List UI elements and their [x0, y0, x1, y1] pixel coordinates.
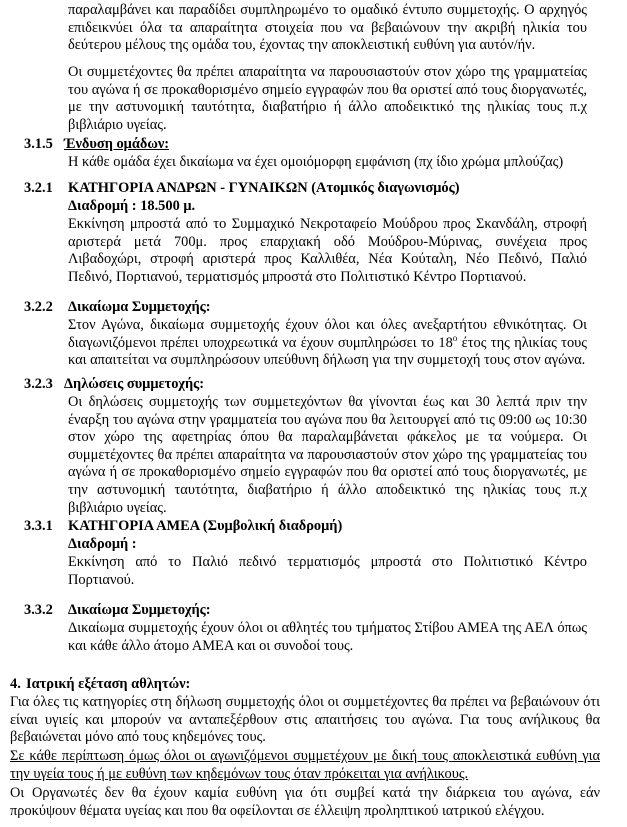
section-number: 3.1.5 — [24, 136, 53, 152]
section-3-3-1-text: Εκκίνηση από το Παλιό πεδινό τερματισμός μπροστά στο Πολιτιστικό Κέντρο Πορτιανού. — [68, 554, 587, 588]
section-number: 3.2.3 — [24, 376, 53, 392]
section-3-1-5-text: Η κάθε ομάδα έχει δικαίωμα να έχει ομοιόμορφη εμφάνιση (πχ ίδιο χρώμα μπλούζας) — [68, 154, 564, 170]
section-title: Δικαίωμα Συμμετοχής: — [68, 602, 211, 618]
section-3-1-5-heading — [24, 136, 591, 154]
intro-paragraph-2: Οι συμμετέχοντες θα πρέπει απαραίτητα να παρουσιαστούν στον χώρο της γραμματείας του αγώνα ή σε προκαθορισμένο σημείο εγγραφών που θα οριστεί από τους διοργανωτές, με την αστυνομική ταυτότητα, διαβατήριο ή άλλο αποδεικτικό της ηλικίας τους π.χ βιβλιάριο υγείας. — [68, 64, 587, 133]
section-3-2-2-text — [68, 317, 587, 370]
section-4-paragraph-3: Οι Οργανωτές δεν θα έχουν καμία ευθύνη για ότι συμβεί κατά την διάρκεια του αγώνα, εάν προκύψουν θέματα υγείας και που θα οφείλονται σε έλλειψη προληπτικού ιατρικού ελέγχου. — [10, 785, 600, 819]
section-3-3-2-heading — [24, 602, 591, 620]
section-3-2-1-text: Εκκίνηση μπροστά από το Συμμαχικό Νεκροταφείο Μούδρου προς Σκανδάλη, στροφή αριστερά μετά 700μ. προς επαρχιακή οδό Μούδρου-Μύρινας, συνέχεια προς Λιβαδοχώρι, στροφή αριστερά προς Καλλιθέα, Νέα Κούταλη, Νέο Πεδινό, Παλιό Πεδινό, Πορτιανού, τερματισμός μπροστά στο Πολιτιστικό Κέντρο Πορτιανού. — [68, 216, 587, 285]
section-number: 3.3.2 — [24, 602, 53, 618]
section-4-paragraph-1: Για όλες τις κατηγορίες στη δήλωση συμμετοχής όλοι οι συμμετέχοντες θα πρέπει να βεβαιώνουν ότι είναι υγιείς και μπορούν να ανταπεξέρθουν στις απαιτήσεις του αγώνα. Για τους ανήλικους θα βεβαιώνεται μόνο από τους κηδεμόνες τους. — [10, 694, 600, 746]
intro-paragraph-1: παραλαμβάνει και παραδίδει συμπληρωμένο το ομαδικό έντυπο συμμετοχής. Ο αρχηγός επιδεικνύει όλα τα απαραίτητα στοιχεία που να βεβαιώνουν την ακριβή ηλικία του δεύτερου μέλους της ομάδα του, έχοντας την αποκλειστική ευθύνη για αυτόν/ήν. — [68, 2, 587, 54]
section-title: Δικαίωμα Συμμετοχής: — [68, 299, 211, 315]
section-3-2-3-heading — [24, 376, 591, 394]
section-3-2-1-heading — [24, 180, 591, 198]
superscript: ο — [452, 332, 458, 343]
section-3-3-1-distance: Διαδρομή : — [68, 536, 137, 552]
section-title: Δηλώσεις συμμετοχής: — [64, 376, 204, 392]
section-number: 3.2.1 — [24, 180, 53, 196]
section-title: Ιατρική εξέταση αθλητών: — [26, 676, 191, 692]
section-3-2-1-distance: Διαδρομή : 18.500 μ. — [68, 198, 196, 214]
text-part: Στον Αγώνα, δικαίωμα συμμετοχής έχουν όλοι και όλες ανεξαρτήτου εθνικότητας. Οι διαγωνιζόμενοι πρέπει υποχρεωτικά να έχουν συμπληρώσει το 18 — [68, 317, 587, 351]
section-3-3-2-text: Δικαίωμα συμμετοχής έχουν όλοι οι αθλητές του τμήματος Στίβου ΑΜΕΑ της ΑΕΛ όπως και κάθε άλλο άτομο ΑΜΕΑ και οι συνοδοί τους. — [68, 620, 587, 654]
section-number: 4. — [10, 676, 21, 692]
section-number: 3.2.2 — [24, 299, 53, 315]
section-3-2-2-heading — [24, 299, 591, 317]
section-number: 3.3.1 — [24, 518, 53, 534]
section-3-2-3-text: Οι δηλώσεις συμμετοχής των συμμετεχόντων θα γίνονται έως και 30 λεπτά πριν την έναρξη του αγώνα στην γραμματεία του αγώνα που θα λειτουργεί από τις 09:00 ως 10:30 στον χώρο της αφετηρίας όπου θα παραλαμβάνεται φάκελος με τα νούμερα. Οι συμμετέχοντες θα πρέπει απαραίτητα να παρουσιαστούν στον χώρο της γραμματείας του αγώνα ή σε προκαθορισμένο σημείο εγγραφών που θα οριστεί από τους διοργανωτές, με την αστυνομική ταυτότητα, διαβατήριο ή άλλο αποδεικτικό της ηλικίας τους π.χ βιβλιάριο υγείας. — [68, 394, 587, 516]
section-4-heading — [10, 676, 600, 694]
section-title: Ένδυση ομάδων: — [64, 136, 170, 152]
text-part: έτος της ηλικίας τους και απαιτείται να συμπληρώσουν υπεύθυνη δήλωση για την συμμετοχή τους στον αγώνα. — [68, 334, 587, 369]
section-3-3-1-heading — [24, 518, 591, 536]
section-title: ΚΑΤΗΓΟΡΙΑ ΑΜΕΑ (Συμβολική διαδρομή) — [68, 518, 343, 534]
section-title: ΚΑΤΗΓΟΡΙΑ ΑΝΔΡΩΝ - ΓΥΝΑΙΚΩΝ (Ατομικός διαγωνισμός) — [68, 180, 460, 196]
section-4-paragraph-2: Σε κάθε περίπτωση όμως όλοι οι αγωνιζόμενοι συμμετέχουν με δική τους αποκλειστικά ευθύνη για την υγεία τους ή με ευθύνη των κηδεμόνων τους όταν πρόκειται για ανήλικους. — [10, 748, 600, 782]
